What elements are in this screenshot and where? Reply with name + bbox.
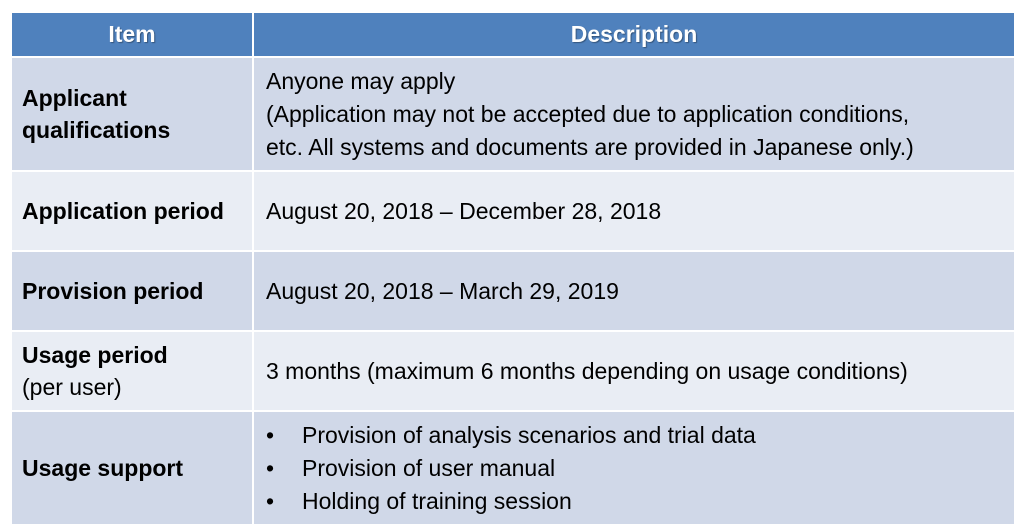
table-row-application-period bbox=[11, 171, 1015, 251]
list-item bbox=[266, 452, 1014, 485]
description-cell bbox=[253, 171, 1015, 251]
item-label: Usage support bbox=[22, 455, 184, 481]
description-line: (Application may not be accepted due to application conditions, bbox=[266, 100, 910, 127]
bullet-icon: • bbox=[266, 487, 275, 514]
description-cell bbox=[253, 331, 1015, 411]
table-row-usage-period bbox=[11, 331, 1015, 411]
item-cell bbox=[11, 331, 253, 411]
list-item bbox=[266, 485, 1014, 518]
bullet-icon: • bbox=[266, 454, 275, 481]
bullet-text: Holding of training session bbox=[302, 487, 572, 514]
item-cell bbox=[11, 171, 253, 251]
description-text: August 20, 2018 – March 29, 2019 bbox=[266, 277, 619, 304]
item-cell bbox=[11, 57, 253, 171]
description-line: etc. All systems and documents are provided in Japanese only.) bbox=[266, 133, 914, 160]
description-cell bbox=[253, 411, 1015, 525]
bullet-text: Provision of user manual bbox=[302, 454, 556, 481]
column-header-item: Item bbox=[11, 12, 253, 57]
item-sublabel: (per user) bbox=[22, 374, 122, 400]
item-label-line: qualifications bbox=[22, 117, 171, 143]
support-bullet-list bbox=[266, 419, 1014, 518]
info-table bbox=[10, 11, 1016, 526]
bullet-icon: • bbox=[266, 421, 275, 448]
description-text: 3 months (maximum 6 months depending on usage conditions) bbox=[266, 357, 908, 384]
list-item bbox=[266, 419, 1014, 452]
description-cell bbox=[253, 251, 1015, 331]
item-cell bbox=[11, 411, 253, 525]
item-label-line: Applicant bbox=[22, 85, 127, 111]
column-header-description: Description bbox=[253, 12, 1015, 57]
table-header-row bbox=[11, 12, 1015, 57]
table-row-provision-period bbox=[11, 251, 1015, 331]
item-cell bbox=[11, 251, 253, 331]
description-line: Anyone may apply bbox=[266, 67, 456, 94]
item-label: Application period bbox=[22, 198, 224, 224]
description-cell bbox=[253, 57, 1015, 171]
table-row-applicant-qualifications bbox=[11, 57, 1015, 171]
bullet-text: Provision of analysis scenarios and trial data bbox=[302, 421, 756, 448]
description-text: August 20, 2018 – December 28, 2018 bbox=[266, 197, 662, 224]
item-label: Provision period bbox=[22, 278, 204, 304]
table-row-usage-support bbox=[11, 411, 1015, 525]
item-label: Usage period bbox=[22, 342, 168, 368]
